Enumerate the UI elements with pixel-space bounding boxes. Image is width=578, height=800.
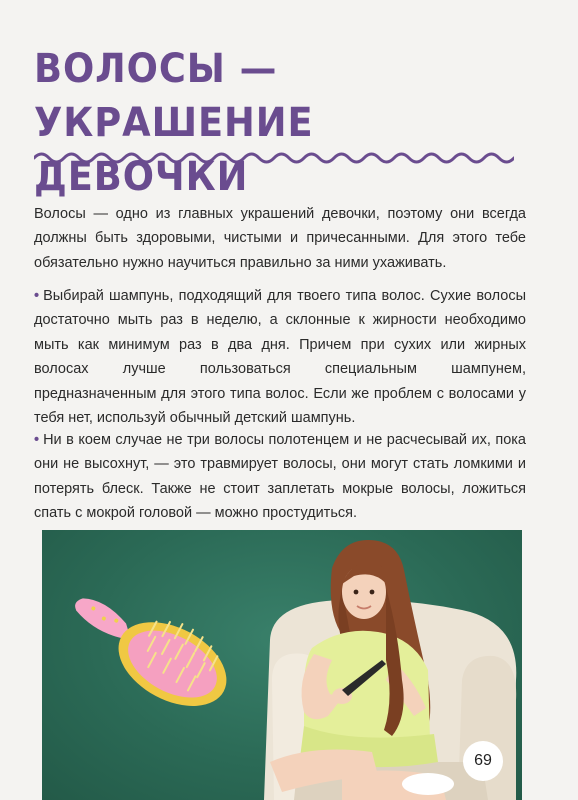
girl-with-brush-photo xyxy=(42,530,522,800)
page-number: 69 xyxy=(463,741,503,781)
shampoo-paragraph xyxy=(34,284,526,430)
photo-illustration xyxy=(42,530,522,800)
bullet-marker: • xyxy=(34,432,40,448)
towel-text: Ни в коем случае не три волосы полотенцем и не расчесывай их, пока они не высохнут, — это травмирует волосы, они могут стать ломкими и потерять блеск. Также не стоит заплетать мокрые волосы, ложиться спать с мокрой головой — можно простудиться. xyxy=(34,432,526,522)
bullet-marker: • xyxy=(34,288,40,304)
heading-line-2: ДЕВОЧКИ xyxy=(34,154,249,200)
wavy-divider xyxy=(34,150,514,166)
towel-paragraph xyxy=(34,428,526,526)
heading-line-1: ВОЛОСЫ — УКРАШЕНИЕ xyxy=(34,46,314,146)
hairbrush xyxy=(55,575,243,723)
intro-paragraph: Волосы — одно из главных украшений девочки, поэтому они всегда должны быть здоровыми, чистыми и причесанными. Для этого тебе обязательно нужно научиться правильно за ними ухаживать. xyxy=(34,206,526,271)
shampoo-text: Выбирай шампунь, подходящий для твоего типа волос. Сухие волосы достаточно мыть раз в неделю, а склонные к жирности необходимо мыть как минимум раз в два дня. Причем при сухих или жирных волосах лучше пользоваться специальным шампунем, предназначенным для этого типа волос. Если же проблем с волосами у тебя нет, используй обычный детский шампунь. xyxy=(34,288,526,427)
page-heading xyxy=(34,42,512,204)
